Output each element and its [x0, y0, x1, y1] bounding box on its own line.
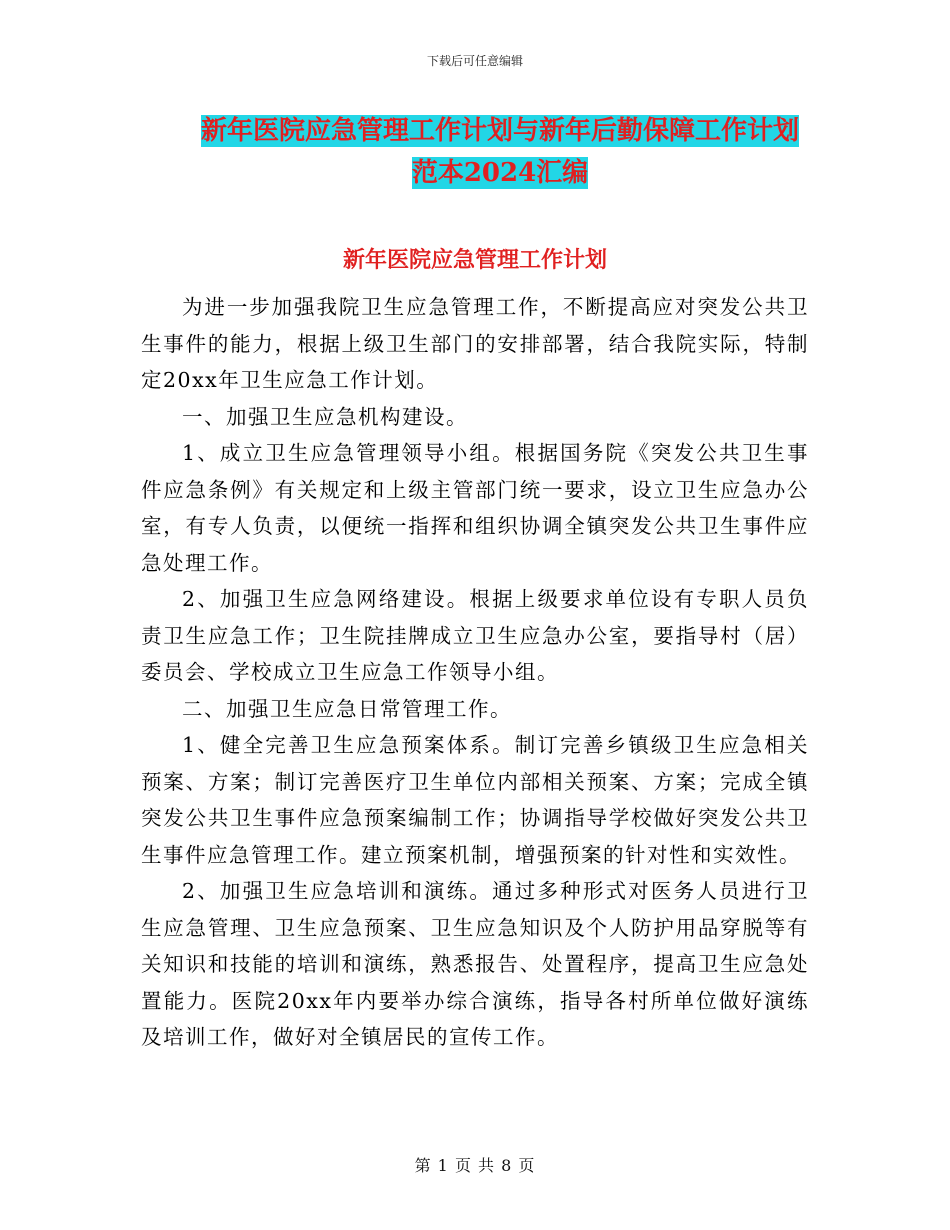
document-title — [120, 110, 880, 194]
paragraph-2-1: 1、健全完善卫生应急预案体系。制订完善乡镇级卫生应急相关预案、方案；制订完善医疗卫生单位内部相关预案、方案；完成全镇突发公共卫生事件应急预案编制工作；协调指导学校做好突发公共卫生事件应急管理工作。建立预案机制，增强预案的针对性和实效性。 — [141, 733, 809, 867]
paragraph-2-2: 2、加强卫生应急培训和演练。通过多种形式对医务人员进行卫生应急管理、卫生应急预案、卫生应急知识及个人防护用品穿脱等有关知识和技能的培训和演练，熟悉报告、处置程序，提高卫生应急处置能力。医院20xx年内要举办综合演练，指导各村所单位做好演练及培训工作，做好对全镇居民的宣传工作。 — [141, 879, 809, 1049]
paragraph-heading-2: 二、加强卫生应急日常管理工作。 — [182, 696, 512, 721]
paragraph-heading-1: 一、加强卫生应急机构建设。 — [182, 404, 468, 429]
footer-total-pages: 8 — [501, 1156, 513, 1175]
footer-prefix: 第 — [414, 1156, 432, 1175]
footer-suffix: 页 — [518, 1156, 536, 1175]
document-title-line-2: 范本2024汇编 — [411, 158, 589, 188]
section-title: 新年医院应急管理工作计划 — [342, 247, 607, 273]
footer-middle: 页 共 — [454, 1156, 496, 1175]
footer-current-page: 1 — [437, 1156, 449, 1175]
page-footer — [0, 1155, 950, 1177]
paragraph-intro: 为进一步加强我院卫生应急管理工作，不断提高应对突发公共卫生事件的能力，根据上级卫生部门的安排部署，结合我院实际，特制定20xx年卫生应急工作计划。 — [141, 295, 809, 392]
header-note: 下载后可任意编辑 — [426, 54, 523, 68]
document-title-line-1: 新年医院应急管理工作计划与新年后勤保障工作计划 — [200, 116, 799, 146]
paragraph-1-1: 1、成立卫生应急管理领导小组。根据国务院《突发公共卫生事件应急条例》有关规定和上级主管部门统一要求，设立卫生应急办公室，有专人负责，以便统一指挥和组织协调全镇突发公共卫生事件应急处理工作。 — [141, 441, 809, 575]
paragraph-1-2: 2、加强卫生应急网络建设。根据上级要求单位设有专职人员负责卫生应急工作；卫生院挂牌成立卫生应急办公室，要指导村（居）委员会、学校成立卫生应急工作领导小组。 — [141, 587, 809, 684]
body-text — [141, 289, 809, 1056]
